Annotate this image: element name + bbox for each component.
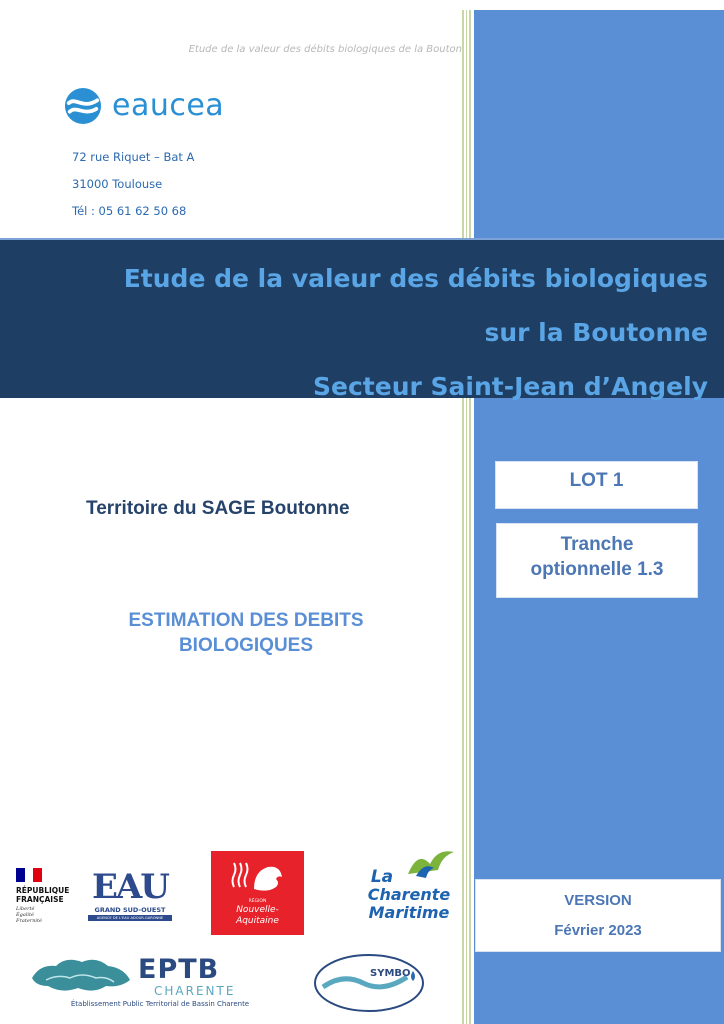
eau-wordmark: EAU	[92, 867, 168, 907]
charente-maritime-wordmark	[356, 868, 462, 922]
charente-maritime-logo	[356, 848, 462, 924]
company-name: eaucea	[112, 88, 225, 123]
vertical-rule	[462, 10, 464, 1024]
nouvelle-aquitaine-logo	[211, 851, 304, 935]
eptb-wordmark: EPTB	[138, 954, 220, 985]
symbo-wordmark: SYMBO	[370, 968, 411, 979]
cm-la: La	[370, 867, 394, 887]
eaucea-wave-icon	[64, 87, 102, 125]
estimation-heading	[90, 608, 402, 658]
blue-column	[474, 10, 724, 1024]
estimation-line: ESTIMATION DES DEBITS	[128, 610, 364, 631]
eptb-subtitle: CHARENTE	[154, 984, 236, 998]
lion-icon	[228, 859, 288, 899]
republique-line: RÉPUBLIQUE	[16, 886, 70, 895]
region-name-line: Nouvelle-	[236, 905, 279, 915]
address-line: 31000 Toulouse	[72, 177, 163, 191]
lot-box: LOT 1	[495, 461, 698, 509]
running-header: Etude de la valeur des débits biologiques de la Bouton	[188, 44, 462, 55]
vertical-rule	[469, 10, 471, 1024]
address-line: 72 rue Riquet – Bat A	[72, 150, 195, 164]
tranche-box	[496, 523, 698, 598]
title-line: Etude de la valeur des débits biologiques	[123, 264, 708, 293]
tranche-line: optionnelle 1.3	[530, 559, 664, 580]
phone-line: Tél : 05 61 62 50 68	[72, 204, 187, 218]
title-line: sur la Boutonne	[484, 318, 708, 347]
eau-agency: AGENCE DE L'EAU ADOUR-GARONNE	[88, 915, 172, 921]
eptb-charente-logo	[18, 950, 272, 1016]
region-label: RÉGION	[248, 899, 267, 904]
document-title	[124, 252, 708, 414]
region-name	[211, 905, 304, 927]
title-line: Secteur Saint-Jean d’Angely	[313, 372, 708, 401]
symbo-logo	[304, 942, 434, 1022]
estimation-line: BIOLOGIQUES	[178, 635, 314, 656]
territoire-heading: Territoire du SAGE Boutonne	[86, 498, 350, 519]
eaucea-logo	[64, 86, 224, 126]
republique-motto: Liberté Égalité Fraternité	[16, 906, 42, 924]
version-date: Février 2023	[554, 922, 642, 939]
region-name-line: Aquitaine	[236, 916, 279, 926]
company-address	[72, 144, 194, 225]
tranche-line: Tranche	[560, 534, 634, 555]
republique-line: FRANÇAISE	[16, 895, 64, 904]
eau-region: GRAND SUD-OUEST	[94, 906, 166, 914]
cm-word: Charente	[367, 885, 451, 904]
republique-text	[16, 886, 69, 904]
vertical-rule	[466, 10, 467, 1024]
agence-eau-logo	[86, 862, 174, 932]
marianne-flag-icon	[16, 868, 42, 882]
version-label: VERSION	[564, 892, 632, 909]
republique-francaise-logo	[10, 860, 86, 932]
eptb-description: Établissement Public Territorial de Bassin Charente	[70, 1000, 250, 1008]
cm-word: Maritime	[368, 903, 450, 922]
symbo-emblem-icon	[309, 947, 429, 1017]
version-box	[475, 879, 721, 952]
basin-map-icon	[26, 952, 136, 998]
